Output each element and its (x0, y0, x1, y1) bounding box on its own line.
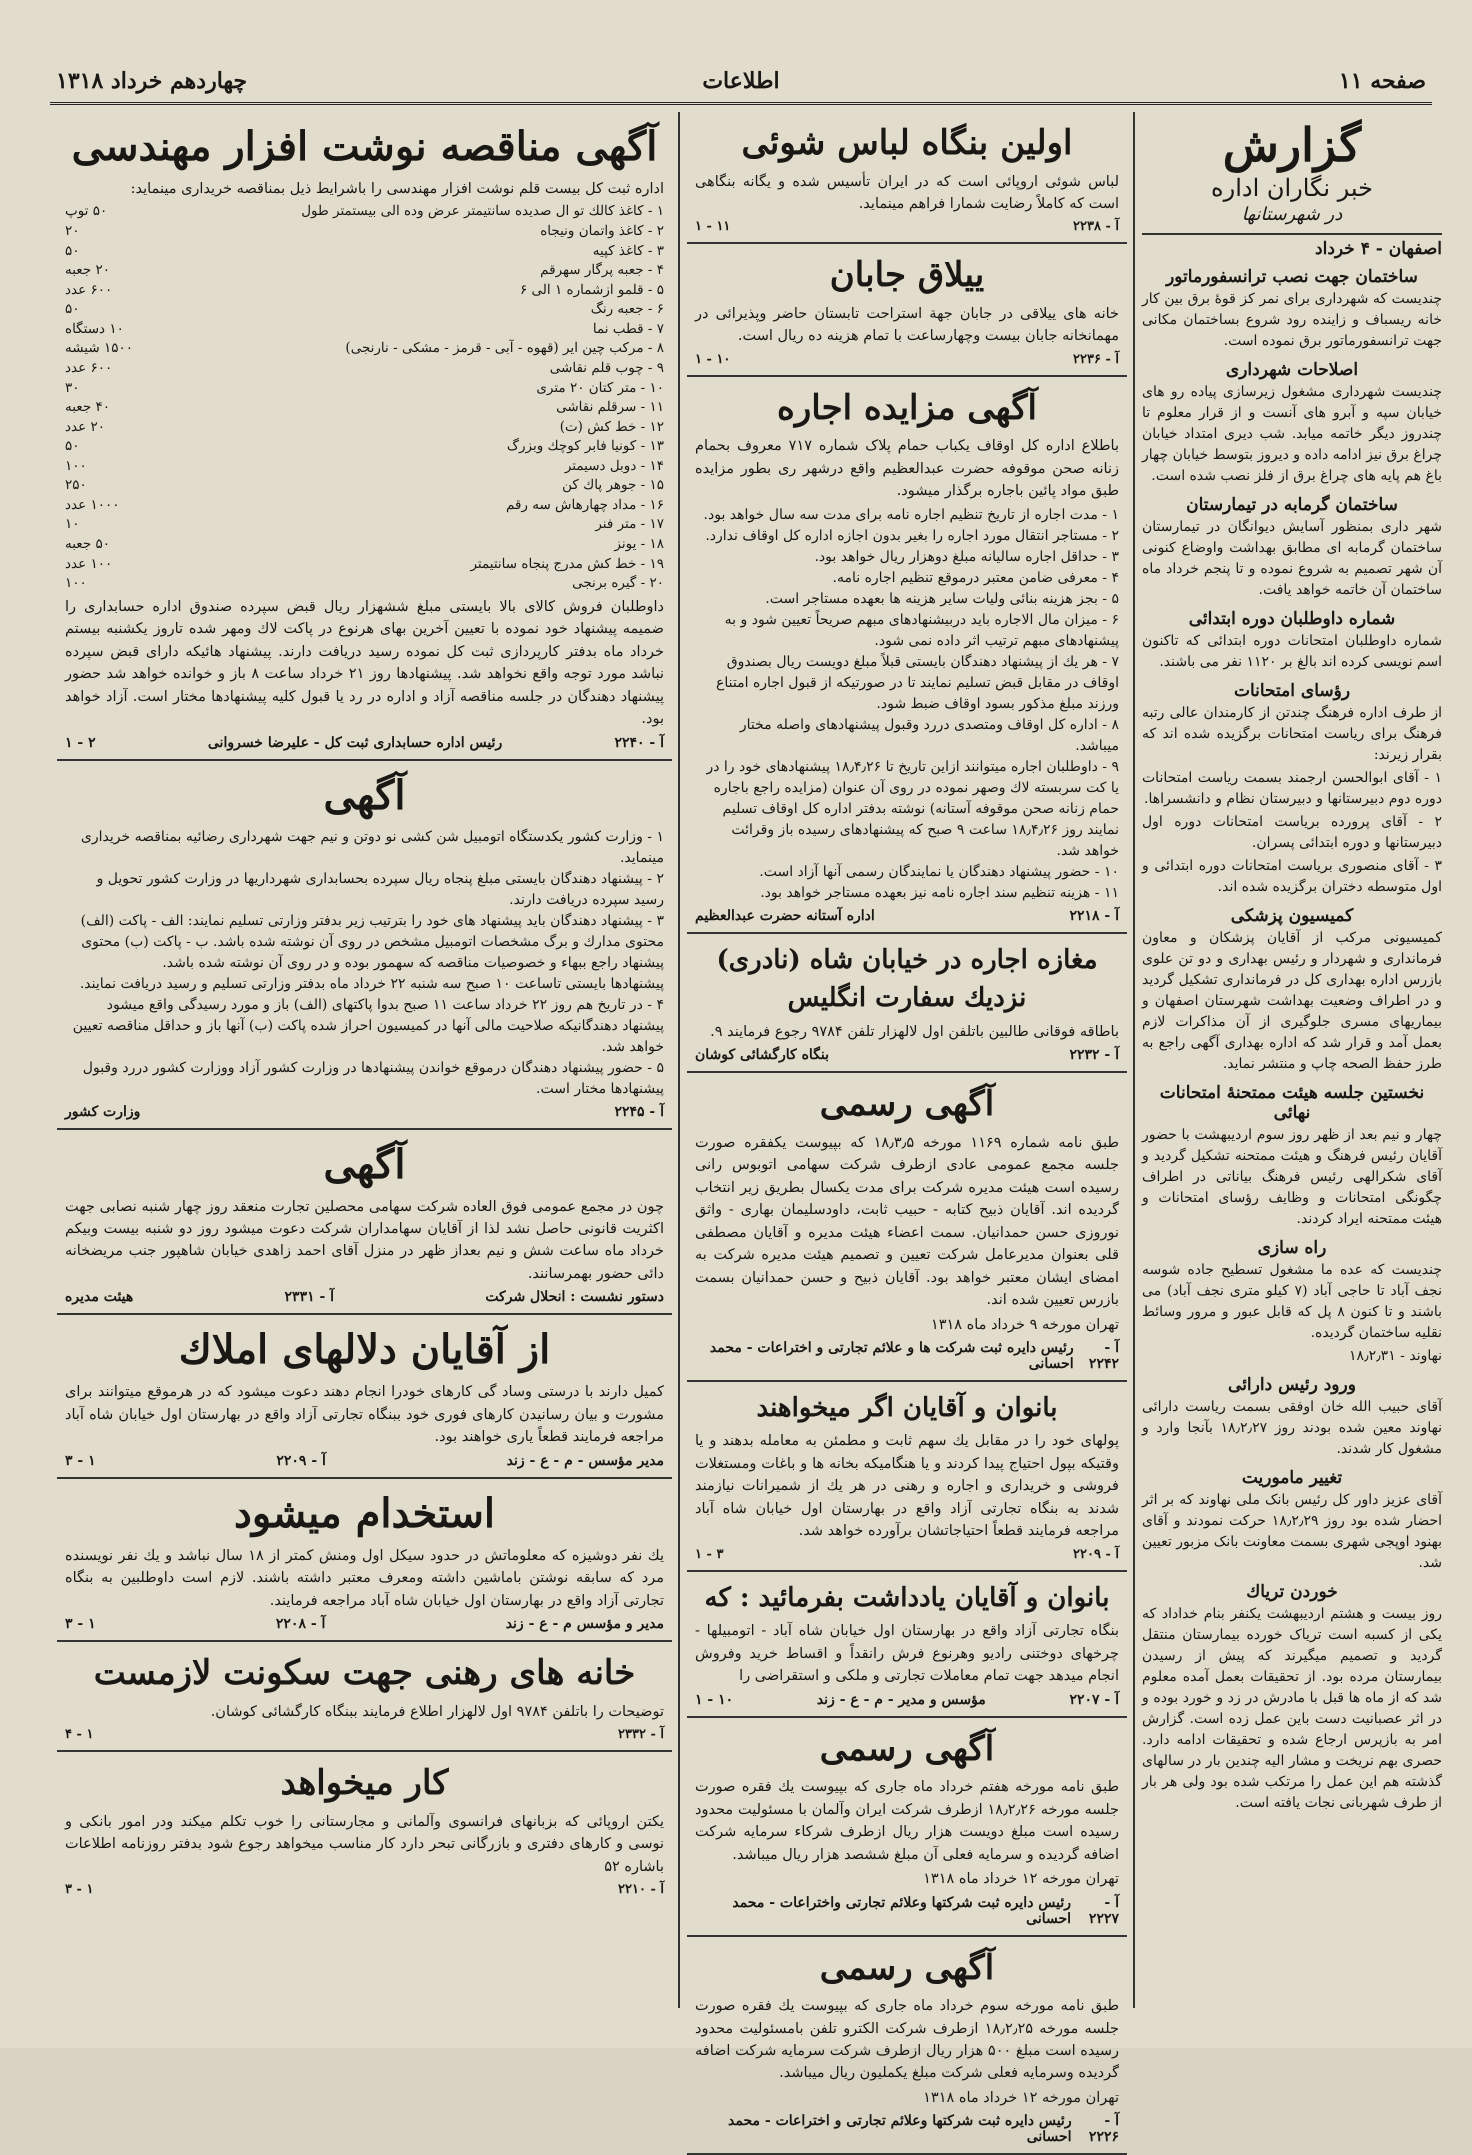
official-notice-3 (687, 1937, 1127, 2155)
report-section-text: چندیست شهرداری مشغول زیرسازی پیاده رو های خیابان سپه و آبرو های آنست و از قرار معلوم تا چندروز دیگر خاتمه میابد. شب دیری امتداد خیابان چراغ برق نیز ادامه داده و دیروز بتوسط خیابان چهار باغ هم پایه های چراغ برق از فلز نصب شده است. (1142, 384, 1442, 484)
tender-item-qty: ۱۵۰۰ شیشه (65, 340, 133, 357)
report-section-text: چندیست که عده ما مشغول تسطیح جاده شوسه نجف آباد تا حاجی آباد (۷ کیلو متری نجف آباد) می باشند و تا کنون ۸ پل که قابل عبور و مرور وسائط نقلیه ساختمان گردیده. (1142, 1262, 1442, 1341)
tender-item-name: ۱۷ - متر فنر (595, 516, 664, 533)
report-section-heading: ورود رئیس دارائی (1228, 1375, 1356, 1395)
notice-1 (57, 761, 672, 1130)
official-2-title: آگهی رسمی (819, 1728, 995, 1769)
tender-item-name: ۱۰ - متر کتان ۲۰ متری (536, 379, 664, 396)
ad-code: آ - ۲۲۴۵ (614, 1103, 664, 1120)
tender-item (65, 398, 664, 418)
hiring-text: یك نفر دوشیزه که معلوماتش در حدود سیکل اول ومنش کمتر از ۱۸ سال نباشد و یك نفر نویسنده مرد که سابقه نوشتن باماشین داشته ومعرف معتبر داشته باشند. لازم است داوطلبین به بنگاه تجارتی آزاد واقع در بهارستان اول خیابان شاه آباد مراجعه فرمایند. (65, 1547, 664, 1609)
report-dateline: اصفهان - ۴ خرداد (1142, 233, 1442, 259)
report-section-heading: تغییر ماموریت (1241, 1468, 1343, 1488)
hiring-ad (57, 1479, 672, 1642)
note-signer: مؤسس و مدیر - م - ع - زند (816, 1691, 986, 1708)
tender-item-qty: ۱۰۰ (65, 575, 87, 592)
ad-code: آ - ۲۲۴۰ (614, 734, 664, 751)
report-section-text: نهاوند - ۱۸٫۲٫۳۱ (1349, 1348, 1442, 1364)
official-1-title: آگهی رسمی (819, 1084, 995, 1125)
tender-item-qty: ۱۰۰ (65, 457, 87, 474)
ad-count: ۲ - ۱ (65, 734, 96, 751)
report-section-text: شماره داوطلبان امتحانات دوره ابتدائی که تاکنون اسم نویسی کرده اند بالغ بر ۱۱۲۰ نفر می باشند. (1142, 633, 1442, 670)
tender-item-name: ۱۸ - یونز (614, 536, 664, 553)
report-section-text: آقای حبیب الله خان اوفقی بسمت ریاست دارائی نهاوند معین شده بودند روز ۱۸٫۲٫۲۷ بآنجا وارد و مشغول کار شدند. (1142, 1399, 1443, 1457)
ad-code: آ - ۲۲۰۹ (276, 1452, 326, 1469)
tender-item-qty: ۱۰ (65, 516, 80, 533)
note-text: بنگاه تجارتی آزاد واقع در بهارستان اول خیابان شاه آباد - اتومبیلها - چرخهای دوختنی رادیو وهرنوع فرش رانقداً و اقساط خرید وفروش انجام میدهد جهت تمام معاملات تجارتی و ملکی و استقراضی را (695, 1623, 1119, 1685)
tender-item-name: ۲۰ - گیره برنجی (572, 575, 664, 592)
column-rule (1133, 112, 1135, 2008)
tender-item-qty: ۲۰ جعبه (65, 262, 110, 279)
tender-item-qty: ۵۰ توپ (65, 203, 108, 220)
tender-item-qty: ۲۰ عدد (65, 418, 105, 435)
tender-ad (57, 112, 672, 761)
ad-code: آ - ۲۲۱۰ (618, 1882, 664, 1898)
tender-item-name: ۷ - قطب نما (592, 320, 664, 337)
tender-item-name: ۸ - مرکب چین ایر (قهوه - آبی - قرمز - مشکی - نارنجی) (345, 340, 664, 357)
notice-1-title: آگهی (323, 771, 406, 819)
auction-item: ۷ - هر یك از پیشنهاد دهندگان بایستی قبلاً مبلغ دویست ریال بصندوق اوقاف در مقابل قبض تسلیم نمایند تا در صورتیکه از قبول اجاره امتناع ورزند مبلغ مذکور بسود اوقاف ضبط شود. (716, 653, 1119, 712)
houses-ad (57, 1642, 672, 1752)
tender-item (65, 515, 664, 535)
masthead (50, 62, 1432, 105)
ad-code: آ - ۲۲۳۲ (1069, 1047, 1119, 1064)
tender-item-name: ۱۴ - دوبل دسیمتر (564, 457, 664, 474)
shop-ad (687, 934, 1127, 1073)
tender-item (65, 202, 664, 222)
tender-intro: اداره ثبت کل بیست قلم نوشت افزار مهندسی را باشرایط ذیل بمناقصه خریداری مینماید: (130, 181, 664, 197)
tender-item (65, 320, 664, 340)
ad-code: آ - ۲۲۰۸ (275, 1616, 326, 1633)
report-section-heading: رؤسای امتحانات (1233, 681, 1351, 701)
notice-1-item: ۲ - پیشنهاد دهندگان بایستی مبلغ پنجاه ریال سپرده بحسابداری شهرداریها در وزارت کشور تحویل و رسید سپرده دریافت دارند. (96, 870, 664, 908)
tender-item-qty: ۶۰۰ عدد (65, 281, 113, 298)
report-section-text: روز بیست و هشتم اردیبهشت یکنفر بنام خداداد که یکی از کسبه است تریاک خورده بیمارستان منتقل گردید و تصمیم میگیرند که پیش از رسیدن بیمارستان مرده بود. از تحقیقات بعمل آمده معلوم شد که از ماه ها قبل با مادرش در زد و خورد بوده و در اثر عصبانیت دست باین عمل زده است. گزارش امر به بازپرس ارجاع شده و تحقیقات ادامه دارد. حصری بهم نریخت و مشار الیه چندین بار در سالهای گذشته هم این عمل را مرتکب شده بود ولی هر بار از طرف شهربانی نجات یافته است. (1142, 1606, 1442, 1811)
tender-item (65, 222, 664, 242)
report-subtitle-2: در شهرستانها (1241, 204, 1343, 225)
tender-signer: رئیس اداره حسابداری ثبت کل - علیرضا خسروانی (207, 734, 503, 751)
ad-count: ۱ - ۳ (65, 1882, 94, 1898)
ad-code: آ - ۲۲۲۷ (1088, 1894, 1119, 1927)
brokers-signer: مدیر مؤسس - م - ع - زند (506, 1452, 664, 1469)
tender-item (65, 574, 664, 594)
auction-ad (687, 377, 1127, 934)
yeylaq-ad (687, 244, 1127, 376)
tender-item (65, 359, 664, 379)
report-section-text: ۱ - آقای ابوالحسن ارجمند بسمت ریاست امتحانات دوره دوم دبیرستانها و دبیرستان نظام و دانشسراها. (1142, 770, 1442, 807)
tender-body: داوطلبان فروش کالای بالا بایستی مبلغ ششهزار ریال قبض سپرده صندوق اداره حسابداری را ضمیمه پیشنهاد خود نموده با تعیین آخرین بهای هرنوع در پاکت لاك ومهر شده تاروز یکشنبه بیستم خرداد ماه بدفتر کارپردازی ثبت کل نموده رسید دریافت دارند. پیشنهاد هائیکه دارای قبض سپرده نباشد مورد توجه واقع نخواهد شد. پیشنهادها روز ۲۱ خرداد ساعت ۸ باز و خوانده خواهد شد حضور پیشنهاد دهندگان در جلسه مناقصه آزاد و اداره در رد یا قبول کلیه پیشنهادها مختار است. آزاد خواهد بود. (65, 598, 664, 728)
official-2-date: تهران مورخه ۱۲ خرداد ماه ۱۳۱۸ (923, 1871, 1119, 1888)
middle-column (687, 112, 1127, 2146)
issue-date: چهاردهم خرداد ۱۳۱۸ (56, 68, 248, 94)
ad-code: آ - ۲۲۲۶ (1088, 2113, 1119, 2146)
auction-item: ۴ - معرفی ضامن معتبر درموقع تنظیم اجاره نامه. (832, 569, 1119, 586)
tender-item (65, 339, 664, 359)
tender-item-name: ۱ - کاغذ کالك تو ال صدیده سانتیمتر عرض وده الی بیستمتر طول (301, 203, 664, 220)
auction-item: ۸ - اداره کل اوقاف ومتصدی دررد وقبول پیشنهادهای واصله مختار میباشد. (739, 716, 1119, 754)
report-column (1142, 112, 1442, 2008)
tender-item (65, 281, 664, 301)
brokers-title: از آقایان دلالهای املاك (178, 1326, 551, 1374)
report-section-heading: شماره داوطلبان دوره ابتدائی (1188, 609, 1396, 629)
ad-count: ۱۰ - ۱ (695, 1691, 734, 1708)
tender-item-qty: ۶۰۰ عدد (65, 359, 113, 376)
ad-count: ۳ - ۱ (695, 1546, 724, 1562)
notice-1-item: ۱ - وزارت کشور یکدستگاه اتومبیل شن کشی نو دوتن و نیم جهت شهرداری رضائیه بمناقصه خریداری مینماید. (80, 828, 664, 866)
tender-item-qty: ۵۰ جعبه (65, 536, 110, 553)
brokers-ad (57, 1315, 672, 1478)
tender-item-name: ۱۲ - خط کش (ت) (559, 418, 664, 435)
ad-code: آ - ۲۲۳۸ (1073, 219, 1119, 235)
job-ad (57, 1752, 672, 1905)
tender-item (65, 457, 664, 477)
auction-item: ۲ - مستاجر انتقال مورد اجاره را بغیر بدون اجازه اداره کل اوقاف ندارد. (705, 527, 1119, 544)
tender-item (65, 242, 664, 262)
left-column (57, 112, 672, 2008)
hiring-title: استخدام میشود (234, 1489, 495, 1537)
report-section-text: از طرف اداره فرهنگ چندتن از کارمندان عالی رتبه فرهنگ برای ریاست امتحانات برگزیده شده اند که بقرار زیرند: (1142, 705, 1442, 763)
report-section-heading: کمیسیون پزشکی (1230, 906, 1354, 926)
official-1-date: تهران مورخه ۹ خرداد ماه ۱۳۱۸ (930, 1316, 1119, 1333)
report-section-text: شهر داری بمنظور آسایش دیوانگان در تیمارستان ساختمان گرمابه ای مطابق بهداشت واوضاع کنونی آن شهر تصمیم به شروع نموده و تا پنجم خرداد ماه ساختمان آن خاتمه خواهد یافت. (1142, 519, 1442, 598)
shop-title-2: نزدیك سفارت انگلیس (787, 983, 1027, 1014)
tender-item (65, 379, 664, 399)
tender-item-name: ۱۹ - خط کش مدرج پنجاه سانتیمتر (470, 555, 664, 572)
report-section-text: ۲ - آقای پرورده بریاست امتحانات دوره اول دبیرستانها و دوره ابتدائی پسران. (1142, 814, 1442, 851)
notice-1-items (65, 827, 664, 1100)
report-section-heading: اصلاحات شهرداری (1225, 360, 1359, 380)
tender-item-qty: ۳۰ (65, 379, 80, 396)
official-2-text: طبق نامه مورخه هفتم خرداد ماه جاری که بپیوست یك فقره صورت جلسه مورخه ۱۸٫۲٫۲۶ ازطرف شرکت ایران وآلمان با مسئولیت محدود رسیده است مبلغ دویست هزار ریال ازطرف شرکاء سرمایه شرکت اضافه گردیده و سرمایه فعلی آن مبلغ ششصد هزار ریال میباشد. (695, 1779, 1119, 1863)
notice-2-text: چون در مجمع عمومی فوق العاده شرکت سهامی محصلین تجارت منعقد روز چهار شنبه نصابی جهت اکثریت قانونی حاصل نشد لذا از آقایان سهامداران شرکت دعوت میشود روز دو شنبه بیست وبیکم خرداد ماه ساعت شش و نیم بعداز ظهر در منزل آقای احمد زاهدی خیابان شاهپور جنب مریضخانه دائی حضور بهمرسانند. (65, 1198, 664, 1282)
auction-item: ۱۱ - هزینه تنظیم سند اجاره نامه نیز بعهده مستاجر خواهد بود. (760, 884, 1119, 901)
official-1-text: طبق نامه شماره ۱۱۶۹ مورخه ۱۸٫۳٫۵ که بپیوست یکفقره صورت جلسه مجمع عمومی عادی ازطرف شرکت سهامی اتوبوس رانی رسیده است هیئت مدیره شرکت برای مدت یکسال بطریق زیر انتخاب گردیده اند. آقایان ذبیح کتابه - حبیب ثابت، داودسلیمان بهاری - واثق نوروزی حسن حمدانیان. سمت اعضاء هیئت مدیره و آقایان مصطفی قلی بعنوان مدیرعامل شرکت تعیین و تصمیم هیئت مدیره شرکت به امضای ایشان معتبر خواهد بود. آقایان ذبیح و حسن حمدانیان بسمت بازرس تعیین شده اند. (695, 1134, 1119, 1309)
houses-text: توضیحات را باتلفن ۹۷۸۴ اول لالهزار اطلاع فرمایند ببنگاه کارگشائی کوشان. (210, 1703, 664, 1720)
report-section-heading: ساختمان جهت نصب ترانسفورماتور (1166, 267, 1418, 287)
note-ad (687, 1572, 1127, 1718)
job-title: کار میخواهد (280, 1763, 449, 1804)
tender-item-qty: ۱۰ دستگاه (65, 320, 124, 337)
tender-item-name: ۹ - چوب قلم نقاشی (549, 359, 664, 376)
official-notice-1 (687, 1073, 1127, 1382)
report-section-heading: خوردن تریاك (1246, 1582, 1338, 1602)
report-section-text: کمیسیونی مرکب از آقایان پزشکان و معاون فرمانداری و شهردار و رئیس بهداری و دو تن علوی بازرس اداره بهداری کل در فرمانداری تشکیل گردید و در اطراف وضعیت بهداشت شهرستان اصفهان و بیماریهای مسری جلوگیری از آن مذاکرات لازم بعمل آمد و قرار شد که اداره بهداری آگهی راجع به طرز حفظ الصحه چاپ و منتشر نماید. (1142, 930, 1442, 1072)
ladies-text: پولهای خود را در مقابل یك سهم ثابت و مطمئن به معامله بدهند و یا وقتیکه بپول احتیاج پیدا کردند و یا هنگامیکه بخانه ها و باغات ومستغلات فروشی و خریداری و اجاره و رهنی در هر یك از شمیرانات نیازمند شدند به بنگاه تجارتی آزاد واقع در بهارستان اول خیابان شاه آباد مراجعه فرمایند قطعاً احتیاجاتشان برآورده خواهد شد. (695, 1433, 1119, 1540)
official-3-signer: رئیس دایره ثبت شرکتها وعلائم تجارتی و اختراعات - محمد احسانی (728, 2113, 1072, 2146)
report-section-heading: نخستین جلسه هیئت ممتحنهٔ امتحانات نهائی (1159, 1083, 1425, 1123)
ad-code: آ - ۲۲۰۹ (1073, 1546, 1119, 1562)
ladies-gentlemen-ad (687, 1382, 1127, 1572)
yeylaq-text: خانه های ییلاقی در جابان جهة استراحت تابستان حاضر وپذیرائی در مهمانخانه جابان بیست وچهارساعت با تمام هزینه ده ریال است. (695, 305, 1119, 345)
tender-item-name: ۴ - جعبه پرگار سهرقم (540, 262, 664, 279)
tender-item-qty: ۱۰۰۰ عدد (65, 496, 120, 513)
shop-agency: بنگاه کارگشائی کوشان (695, 1047, 830, 1064)
tender-item (65, 476, 664, 496)
tender-item-name: ۱۱ - سرقلم نقاشی (556, 399, 664, 416)
yeylaq-title: ییلاق جابان (829, 255, 985, 296)
ladies-title: بانوان و آقایان اگر میخواهند (756, 1392, 1058, 1423)
ad-count: ۱ - ۳ (65, 1616, 96, 1633)
ad-code: آ - ۲۳۳۱ (284, 1289, 335, 1306)
tender-item (65, 418, 664, 438)
notice-1-signer: وزارت کشور (65, 1103, 141, 1120)
tender-item (65, 261, 664, 281)
auction-signer: اداره آستانه حضرت عبدالعظیم (695, 907, 875, 924)
tender-item-qty: ۵۰ (65, 438, 80, 455)
auction-item: ۱ - مدت اجاره از تاریخ تنظیم اجاره نامه برای مدت سه سال خواهد بود. (703, 506, 1119, 523)
ad-count: ۱ - ۳ (65, 1452, 96, 1469)
auction-item: ۱۰ - حضور پیشنهاد دهندگان یا نمایندگان رسمی آنها آزاد است. (759, 863, 1119, 880)
official-1-signer: رئیس دایره ثبت شرکت ها و علائم تجارتی و اختراعات - محمد احسانی (709, 1339, 1074, 1372)
official-3-title: آگهی رسمی (819, 1947, 995, 1988)
column-rule (678, 112, 680, 2008)
notice-2 (57, 1130, 672, 1316)
tender-item-qty: ۲۵۰ (65, 477, 87, 494)
tender-item-name: ۶ - جعبه رنگ (590, 301, 664, 318)
official-3-text: طبق نامه مورخه سوم خرداد ماه جاری که بپیوست یك فقره صورت جلسه مورخه ۱۸٫۲٫۲۵ ازطرف شرکت الکترو تلفن بامسئولیت محدود رسیده است مبلغ ۵۰۰ هزار ریال ازطرف شرکت سرمایه شرکت اضافه گردیده وسرمایه فعلی شرکت مبلغ یکملیون ریال میباشد. (695, 1998, 1119, 2082)
notice-2-signer: هیئت مدیره (65, 1289, 134, 1306)
report-section-heading: ساختمان گرمابه در تیمارستان (1186, 495, 1398, 515)
notice-1-item: ۵ - حضور پیشنهاد دهندگان درموقع خواندن پیشنهادها در وزارت کشور آزاد ووزارت کشور دررد وقبول پیشنهادها مختار است. (82, 1059, 664, 1097)
brokers-text: کمیل دارند با درستی وساد گی کارهای خودرا انجام دهند دعوت میشود که در هرموقع میتوانند برای مشورت و بیان رسانیدن کارهای فوری خود ببنگاه تجارتی آزاد واقع در بهارستان اول خیابان شاه آباد مراجعه فرمایند قطعاً یاری خواهند بود. (65, 1384, 664, 1446)
auction-title: آگهی مزایده اجاره (777, 387, 1037, 428)
tender-item (65, 555, 664, 575)
laundry-ad (687, 112, 1127, 244)
note-title: بانوان و آقایان یادداشت بفرمائید : که (704, 1582, 1110, 1613)
auction-item: ۳ - حداقل اجاره سالیانه مبلغ دوهزار ریال خواهد بود. (814, 548, 1119, 565)
auction-item: ۵ - بجز هزینه بنائی ولیات سایر هزینه ها بعهده مستاجر است. (765, 590, 1119, 607)
houses-title: خانه های رهنی جهت سکونت لازمست (93, 1653, 636, 1694)
report-section-text: چهار و نیم بعد از ظهر روز سوم اردیبهشت با حضور آقایان رئیس فرهنگ و هیئت ممتحنه تشکیل گردید و آقای شکرالهی رئیس فرهنگ بیاناتی در اطراف چگونگی امتحانات و وظایف رؤسای امتحانات و هیئت ممتحنه ایراد کردند. (1142, 1127, 1442, 1227)
newspaper-name: اطلاعات (702, 68, 780, 94)
tender-item-name: ۱۵ - جوهر پاك کن (562, 477, 664, 494)
shop-title: مغازه اجاره در خیابان شاه (نادری) (716, 944, 1098, 975)
official-2-signer: رئیس دایره ثبت شرکتها وعلائم تجارتی واختراعات - محمد احسانی (732, 1894, 1072, 1927)
tender-item (65, 496, 664, 516)
tender-item-qty: ۲۰ (65, 223, 80, 240)
tender-item-name: ۳ - کاغذ کپیه (592, 242, 664, 259)
tender-item-qty: ۵۰ (65, 242, 80, 259)
hiring-signer: مدیر و مؤسس م - ع - زند (505, 1616, 664, 1633)
report-subtitle: خبر نگاران اداره (1211, 174, 1373, 202)
auction-item: ۶ - میزان مال الاجاره باید دربیشنهادهای مبهم صریحاً تعیین شود و به پیشنهادهای مبهم ترتیب اثر داده نمی شود. (724, 611, 1119, 649)
ad-code: آ - ۲۳۳۲ (618, 1727, 664, 1743)
ad-count: ۱۱ - ۱ (695, 219, 731, 235)
notice-2-title: آگهی (323, 1140, 406, 1188)
ad-count: ۱ - ۴ (65, 1727, 94, 1743)
ad-code: آ - ۲۲۳۶ (1073, 351, 1119, 367)
report-title: گزارش (1222, 118, 1362, 172)
notice-1-item: ۳ - پیشنهاد دهندگان باید پیشنهاد های خود را بترتیب زیر بدفتر وزارتی تسلیم نمایند: الف - پاکت (الف) محتوی مدارك و برگ مشخصات اتومبیل مشخص در روی آن نوشته شده باشد. ب - پاکت (ب) محتوی پیشنهاد راجع ببهاء و خصوصیات مناقصه که سهمور بوده و در روی آن نوشته شده باشد. (80, 912, 664, 971)
laundry-title: اولین بنگاه لباس شوئی (741, 123, 1073, 163)
shop-text: باطاقه فوقانی طالبین باتلفن اول لالهزار تلفن ۹۷۸۴ رجوع فرمایند ۹. (710, 1023, 1119, 1040)
tender-item-name: ۲ - کاغذ واتمان ونیجاه (540, 223, 664, 240)
ad-code: آ - ۲۲۱۸ (1069, 907, 1119, 924)
auction-items (695, 505, 1119, 904)
tender-item-name: ۱۶ - مداد چهارهاش سه رقم (505, 496, 664, 513)
laundry-text: لباس شوئی اروپائی است که در ایران تأسیس شده و یگانه بنگاهی است که کاملاً رضایت شمارا فراهم مینماید. (695, 173, 1119, 212)
tender-item-qty: ۱۰۰ عدد (65, 555, 113, 572)
report-section-text: آقای عزیز داور کل رئیس بانک ملی نهاوند که بر اثر احضار شده بود روز ۱۸٫۲٫۲۹ حرکت نمودند و آقای بهنود اوپجی شهری بسمت معاونت بانک مزبور تعیین شد. (1142, 1492, 1442, 1571)
tender-item-qty: ۴۰ جعبه (65, 399, 110, 416)
report-sections (1142, 267, 1442, 1814)
tender-item (65, 437, 664, 457)
job-text: یکتن اروپائی که بزبانهای فرانسوی وآلمانی و مجارستانی را خوب تکلم میکند ودر امور بانکی و نوسی و کارهای دفتری و بازرگانی تبحر دارد کار مناسب میخواهد رجوع شود بدفتر روزنامه اطلاعات باشاره ۵۲ (65, 1813, 664, 1875)
ad-count: ۱۰ - ۱ (695, 351, 731, 367)
auction-item: ۹ - داوطلبان اجاره میتوانند ازاین تاریخ تا ۱۸٫۴٫۲۶ پیشنهادهای خود را در یا کت سربسته لاك وصهر نموده در روی آن عنوان (مزایده راجع باجاره حمام زنانه صحن موقوفه آستانه) نوشته بدفتر اداره کل اوقاف تسلیم نمایند روز ۱۸٫۴٫۲۶ ساعت ۹ صبح که پیشنهادهای رسیده باز وقرائت خواهد شد. (706, 758, 1119, 859)
tender-item-qty: ۵۰ (65, 301, 80, 318)
tender-title: آگهی مناقصه نوشت افزار مهندسی (71, 123, 658, 170)
official-3-date: تهران مورخه ۱۲ خرداد ماه ۱۳۱۸ (923, 2089, 1119, 2106)
official-notice-2 (687, 1718, 1127, 1937)
tender-item (65, 300, 664, 320)
report-section-text: ۳ - آقای منصوری بریاست امتحانات دوره ابتدائی و اول متوسطه دختران برگزیده شده اند. (1142, 858, 1442, 895)
notice-2-agenda: دستور نشست : انحلال شرکت (485, 1289, 664, 1306)
tender-items (65, 202, 664, 593)
tender-item (65, 535, 664, 555)
ad-code: آ - ۲۲۴۲ (1088, 1339, 1119, 1372)
report-section-heading: راه سازی (1257, 1238, 1327, 1258)
notice-1-item: پیشنهادها بایستی تاساعت ۱۰ صبح سه شنبه ۲۲ خرداد ماه بدفتر وزارتی تسلیم و رسید دریافت نمایند. (79, 975, 664, 992)
tender-item-name: ۵ - قلمو ازشماره ۱ الی ۶ (519, 281, 664, 298)
tender-item-name: ۱۳ - کونیا فابر کوچك وبزرگ (506, 438, 664, 455)
ad-code: آ - ۲۲۰۷ (1069, 1691, 1119, 1708)
auction-intro: باطلاع اداره کل اوقاف یکباب حمام پلاک شماره ۷۱۷ معروف بحمام زنانه صحن موقوفه حضرت عبدالعظیم واقع درشهر ری بطور مزایده طبق مواد پائین باجاره برگذار میشود. (695, 438, 1119, 500)
page-number: صفحه ۱۱ (1338, 68, 1426, 94)
notice-1-item: ۴ - در تاریخ هم روز ۲۲ خرداد ساعت ۱۱ صبح بدوا پاکتهای (الف) باز و مورد رسیدگی واقع میشود پیشنهاد دهندگانیکه صلاحیت مالی آنها در کمیسیون احراز شده پاکت (ب) آنها باز و حداقل مناقصه تعیین خواهد شد. (72, 996, 664, 1055)
report-section-text: چندیست که شهرداری برای نمر کز قوهٔ برق بین کار خانه ریسباف و زاینده رود شروع بساختمان مکانی جهت ترانسفورماتور برق نموده است. (1142, 291, 1442, 349)
